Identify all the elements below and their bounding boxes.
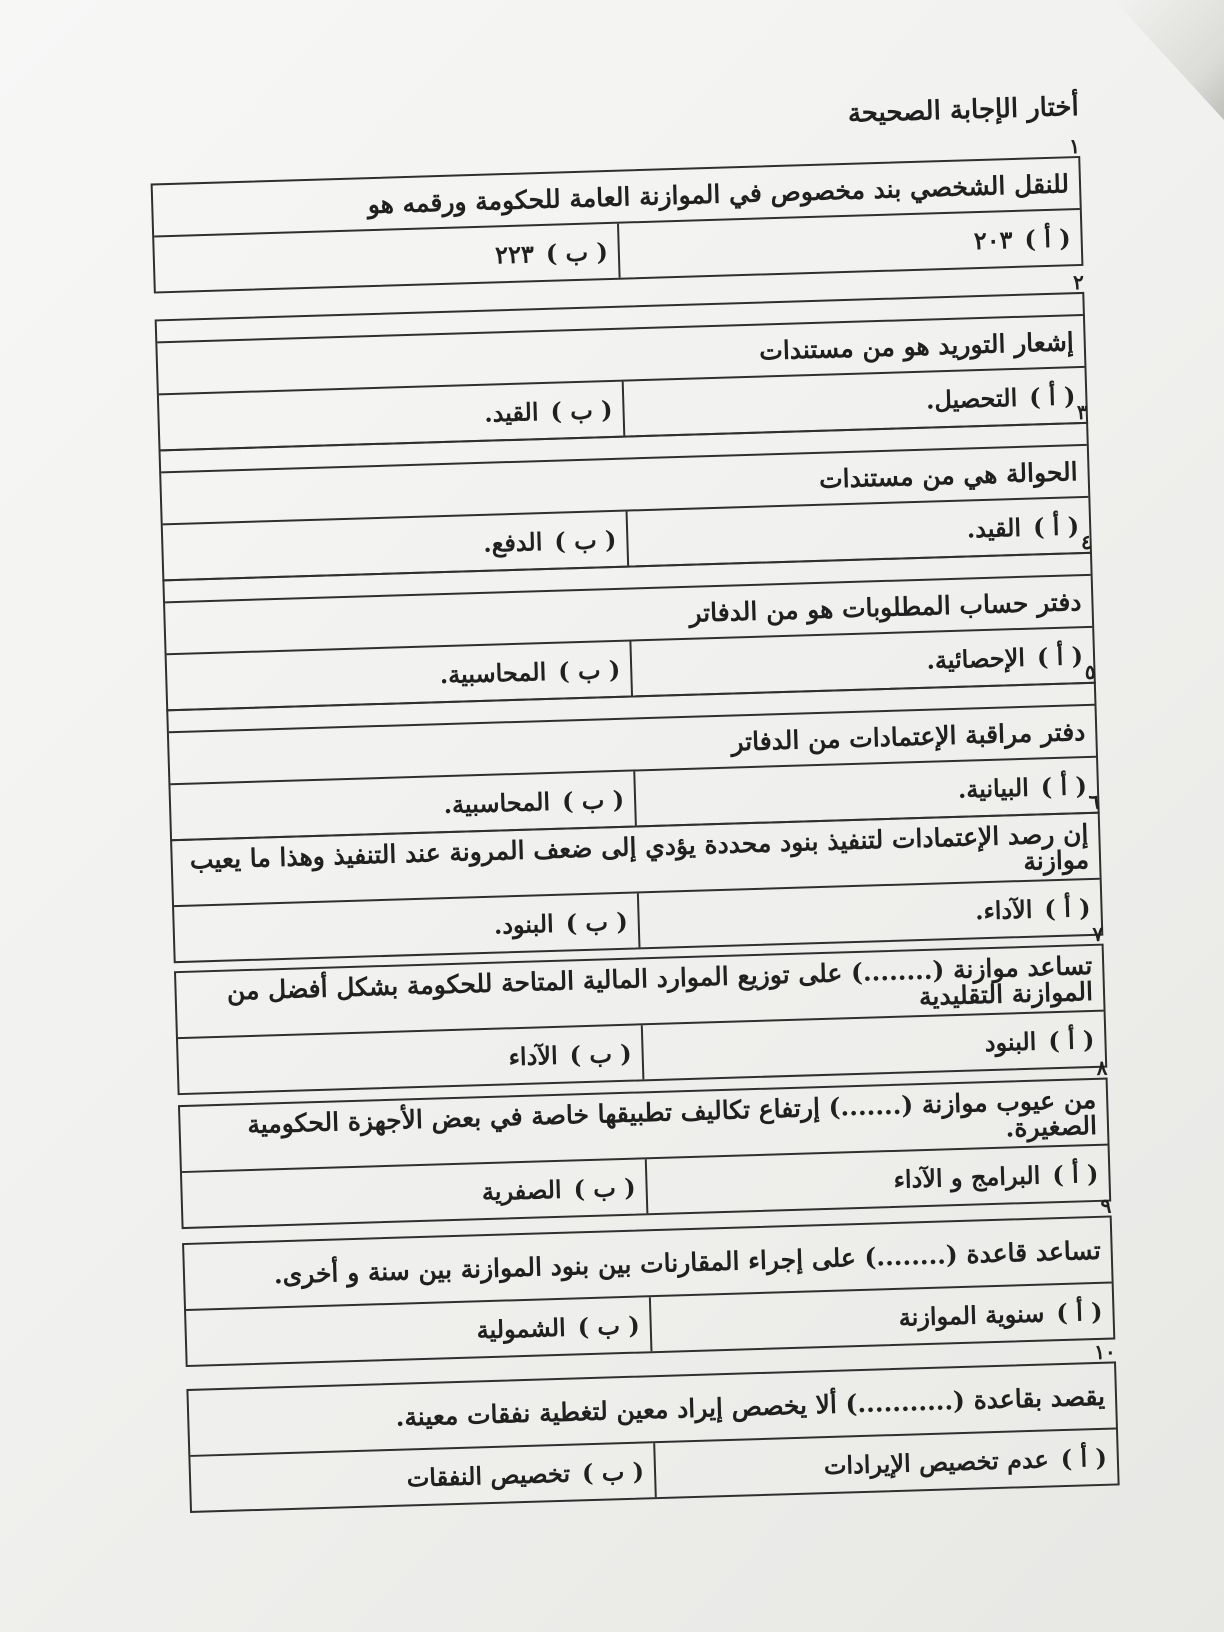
question-text-7: تساعد موازنة (........) على توزيع الموارد المالية المتاحة للحكومة بشكل أفضل من الموازنة التقليدية — [176, 946, 1104, 1039]
question-text-6: إن رصد الإعتمادات لتنفيذ بنود محددة يؤدي إلى ضعف المرونة عند التنفيذ وهذا ما يعيب موازنة — [172, 814, 1100, 907]
option-a-text-4: الإحصائية. — [926, 642, 1026, 675]
question-text-9: تساعد قاعدة (........) على إجراء المقارنات بين بنود الموازنة بين سنة و أخرى. — [184, 1218, 1112, 1311]
question-number-2: ٢ — [1072, 269, 1085, 295]
question-text-10: يقصد بقاعدة (...........) ألا يخصص إيراد معين لتغطية نفقات معينة. — [188, 1363, 1116, 1456]
question-table-8 — [178, 1078, 1111, 1230]
question-text-5: دفتر مراقبة الإعتمادات من الدفاتر — [169, 706, 1096, 785]
option-b-marker-4: ( ب ) — [557, 654, 621, 686]
option-b-text-5: المحاسبية. — [443, 786, 551, 819]
option-a-text-5: البيانية. — [957, 772, 1030, 804]
question-table-7 — [174, 944, 1107, 1096]
option-b-text-6: البنود. — [493, 908, 555, 940]
option-a-marker-2: ( أ ) — [1028, 380, 1076, 412]
option-b-text-2: القيد. — [483, 396, 539, 428]
page-title: أختار الإجابة الصحيحة — [847, 91, 1080, 129]
question-number-4: ٤ — [1080, 529, 1093, 555]
option-a-marker-10: ( أ ) — [1060, 1442, 1108, 1473]
option-b-marker-5: ( ب ) — [561, 784, 625, 816]
option-a-marker-4: ( أ ) — [1036, 640, 1084, 671]
option-b-marker-2: ( ب ) — [550, 394, 613, 426]
question-text-1: للنقل الشخصي بند مخصوص في الموازنة العامة للحكومة ورقمه هو — [153, 158, 1080, 237]
option-b-text-3: الدفع. — [482, 526, 543, 558]
option-a-marker-6: ( أ ) — [1043, 892, 1091, 923]
option-a-text-3: القيد. — [966, 512, 1022, 543]
question-number-10: ١٠ — [1093, 1339, 1117, 1365]
option-a-text-10: عدم تخصيص الإيرادات — [823, 1443, 1050, 1480]
worksheet — [118, 82, 1117, 1493]
option-a-marker-9: ( أ ) — [1055, 1296, 1103, 1327]
question-number-8: ٨ — [1096, 1055, 1108, 1080]
option-b-marker-8: ( ب ) — [573, 1172, 637, 1203]
question-number-6: ٦ — [1088, 789, 1100, 814]
option-b-text-10: تخصيص النفقات — [406, 1458, 571, 1493]
option-b-marker-3: ( ب ) — [553, 524, 617, 556]
option-b-marker-6: ( ب ) — [565, 906, 629, 938]
question-number-7: ٧ — [1092, 921, 1104, 946]
option-a-marker-5: ( أ ) — [1040, 770, 1088, 801]
paper-corner-shadow — [1114, 0, 1224, 120]
option-a-text-6: الآداء. — [974, 894, 1033, 925]
option-b-text-4: المحاسبية. — [439, 656, 547, 689]
question-number-1: ١ — [1068, 133, 1081, 159]
question-number-5: ٥ — [1084, 659, 1096, 685]
option-a-text-2: التحصيل. — [925, 382, 1018, 415]
question-number-9: ٩ — [1100, 1193, 1112, 1218]
option-b-text-7: الآداء — [508, 1040, 559, 1071]
question-number-3: ٣ — [1076, 399, 1089, 425]
question-table-10 — [186, 1361, 1119, 1513]
option-a-marker-1: ( أ ) — [1024, 222, 1072, 254]
option-b-marker-1: ( ب ) — [545, 236, 609, 268]
option-b-text-8: الصفرية — [481, 1174, 563, 1206]
option-b-marker-9: ( ب ) — [577, 1310, 641, 1341]
option-a-text-8: البرامج و الآداء — [893, 1160, 1041, 1194]
option-a-text-1: ٢٠٣ — [973, 224, 1013, 255]
option-b-marker-10: ( ب ) — [581, 1455, 645, 1487]
question-table-9 — [182, 1216, 1115, 1368]
option-a-marker-8: ( أ ) — [1051, 1158, 1099, 1189]
question-table-6 — [170, 812, 1103, 964]
option-b-text-1: ٢٢٣ — [494, 238, 535, 269]
question-text-8: من عيوب موازنة (.......) إرتفاع تكاليف تطبيقها خاصة في بعض الأجهزة الحكومية الصغيرة. — [180, 1080, 1108, 1173]
option-a-marker-3: ( أ ) — [1032, 510, 1080, 542]
question-text-4: دفتر حساب المطلوبات هو من الدفاتر — [165, 576, 1092, 655]
option-a-marker-7: ( أ ) — [1047, 1024, 1095, 1055]
question-table-1 — [151, 156, 1084, 294]
option-a-text-7: البنود — [984, 1026, 1037, 1057]
option-a-text-9: سنوية الموازنة — [898, 1298, 1045, 1332]
question-text-2: إشعار التوريد هو من مستندات — [157, 316, 1084, 395]
option-b-text-9: الشمولية — [476, 1312, 567, 1344]
question-text-3: الحوالة هي من مستندات — [161, 446, 1088, 525]
option-b-marker-7: ( ب ) — [569, 1038, 633, 1070]
question-block-1 — [150, 133, 1081, 269]
